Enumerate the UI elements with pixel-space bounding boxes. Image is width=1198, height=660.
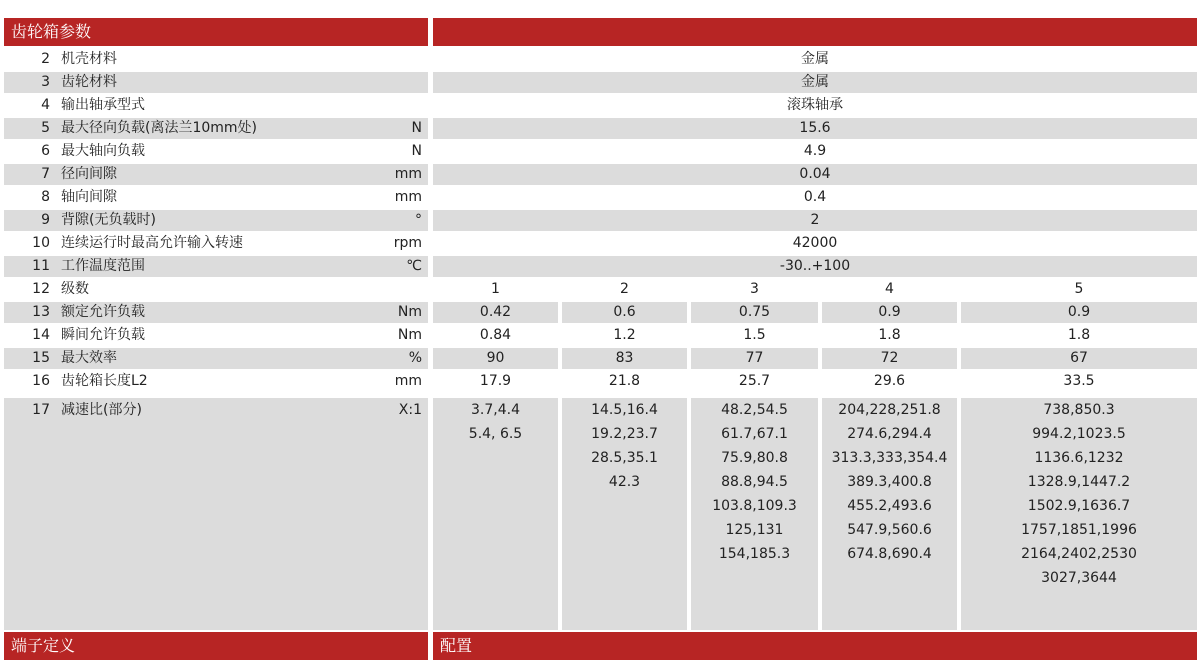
row-label	[4, 118, 428, 139]
row-number: 3	[41, 74, 50, 90]
stage-row	[0, 347, 1198, 370]
stage-value-2: 0.6	[562, 302, 687, 323]
ratio-value: 1328.9,1447.2	[1027, 474, 1131, 490]
ratio-column-2	[562, 398, 687, 630]
ratio-list	[433, 398, 558, 446]
param-unit: rpm	[393, 235, 422, 251]
ratio-value: 674.8,690.4	[847, 546, 932, 562]
stage-value-1: 17.9	[479, 373, 512, 389]
stage-value-2: 1.2	[613, 327, 636, 343]
row-number: 12	[32, 281, 50, 297]
ratio-value: 3027,3644	[1041, 570, 1117, 586]
param-value: 0.04	[799, 166, 831, 182]
stage-value-1: 0.84	[479, 327, 512, 343]
row-number: 6	[41, 143, 50, 159]
param-name: 输出轴承型式	[61, 97, 145, 113]
ratio-value: 5.4, 6.5	[468, 426, 523, 442]
stage-value-5: 5	[1074, 281, 1084, 297]
param-value-cell	[433, 210, 1197, 231]
row-label	[4, 371, 428, 392]
param-unit: mm	[394, 166, 422, 182]
ratio-value: 3.7,4.4	[471, 402, 520, 418]
row-label	[4, 279, 428, 300]
row-number: 7	[41, 166, 50, 182]
param-unit: N	[411, 120, 422, 136]
stage-row	[0, 301, 1198, 324]
param-name: 径向间隙	[61, 166, 117, 182]
row-label	[4, 164, 428, 185]
param-value: 2	[810, 212, 820, 228]
param-name: 连续运行时最高允许输入转速	[61, 235, 243, 251]
ratio-column-4	[822, 398, 957, 630]
param-name: 机壳材料	[61, 51, 117, 67]
param-unit: %	[408, 350, 422, 366]
ratio-list	[822, 398, 957, 566]
ratio-value: 994.2,1023.5	[1032, 426, 1126, 442]
row-number: 16	[32, 373, 50, 389]
param-name: 瞬间允许负载	[61, 327, 145, 343]
param-unit: Nm	[397, 304, 422, 320]
ratio-value: 274.6,294.4	[847, 426, 932, 442]
stage-value-3: 25.7	[738, 373, 771, 389]
ratio-value: 48.2,54.5	[721, 402, 788, 418]
param-row	[0, 94, 1198, 117]
stage-value-4: 72	[822, 348, 957, 369]
ratio-column-5	[961, 398, 1197, 630]
param-row	[0, 71, 1198, 94]
param-value: 金属	[801, 51, 829, 67]
row-number: 13	[32, 304, 50, 320]
ratio-list	[691, 398, 818, 566]
row-number: 17	[32, 402, 50, 418]
row-label	[4, 348, 428, 369]
stage-value-2: 21.8	[608, 373, 641, 389]
stage-value-3: 77	[691, 348, 818, 369]
stage-value-1: 90	[433, 348, 558, 369]
ratio-value: 19.2,23.7	[591, 426, 658, 442]
stage-value-5: 33.5	[1063, 373, 1095, 389]
stage-value-2: 2	[620, 281, 629, 297]
param-value-cell	[433, 95, 1197, 116]
ratio-value: 1502.9,1636.7	[1027, 498, 1131, 514]
ratio-value: 389.3,400.8	[847, 474, 932, 490]
row-label	[4, 302, 428, 323]
param-row	[0, 140, 1198, 163]
param-value-cell	[433, 187, 1197, 208]
param-value: -30..+100	[779, 258, 851, 274]
row-label	[4, 49, 428, 70]
param-name: 齿轮箱长度L2	[61, 373, 148, 389]
row-label	[4, 325, 428, 346]
param-name: 最大效率	[61, 350, 117, 366]
row-number: 9	[41, 212, 50, 228]
param-unit: mm	[394, 373, 422, 389]
ratio-value: 103.8,109.3	[712, 498, 797, 514]
param-value-cell	[433, 49, 1197, 70]
row-label	[4, 187, 428, 208]
ratio-value: 154,185.3	[718, 546, 791, 562]
ratio-value: 75.9,80.8	[721, 450, 788, 466]
row-number: 4	[41, 97, 50, 113]
ratio-value: 88.8,94.5	[721, 474, 788, 490]
ratio-list	[562, 398, 687, 494]
row-number: 14	[32, 327, 50, 343]
param-name: 工作温度范围	[61, 258, 145, 274]
stage-value-4: 0.9	[822, 302, 957, 323]
stage-value-5: 67	[961, 348, 1197, 369]
param-value: 15.6	[799, 120, 831, 136]
ratio-value: 313.3,333,354.4	[831, 450, 948, 466]
param-name: 背隙(无负载时)	[61, 212, 156, 228]
param-name: 齿轮材料	[61, 74, 117, 90]
ratio-value: 28.5,35.1	[591, 450, 658, 466]
param-value-cell	[433, 72, 1197, 93]
ratio-value: 42.3	[608, 474, 641, 490]
ratio-value: 2164,2402,2530	[1021, 546, 1137, 562]
row-label	[4, 95, 428, 116]
param-row	[0, 117, 1198, 140]
ratio-value: 1757,1851,1996	[1021, 522, 1137, 538]
config-header: 配置	[433, 632, 1197, 660]
param-value: 金属	[801, 74, 829, 90]
param-name: 最大轴向负载	[61, 143, 145, 159]
row-label	[4, 72, 428, 93]
param-value: 0.4	[803, 189, 827, 205]
params-header: 齿轮箱参数	[4, 18, 428, 46]
stage-row	[0, 278, 1198, 301]
stage-value-3: 0.75	[691, 302, 818, 323]
param-row	[0, 232, 1198, 255]
param-row	[0, 186, 1198, 209]
row-label	[4, 141, 428, 162]
stage-value-1: 0.42	[433, 302, 558, 323]
ratio-value: 738,850.3	[1043, 402, 1115, 418]
param-unit: Nm	[397, 327, 422, 343]
ratio-value: 1136.6,1232	[1034, 450, 1124, 466]
stage-value-5: 0.9	[961, 302, 1197, 323]
param-row	[0, 255, 1198, 278]
terminal-header: 端子定义	[4, 632, 428, 660]
param-unit: ℃	[406, 258, 422, 274]
row-number: 11	[32, 258, 50, 274]
param-value: 42000	[792, 235, 838, 251]
ratio-value: 125,131	[725, 522, 784, 538]
param-unit: mm	[394, 189, 422, 205]
stage-value-2: 83	[562, 348, 687, 369]
row-number: 5	[41, 120, 50, 136]
row-label	[4, 256, 428, 277]
row-number: 10	[32, 235, 50, 251]
stage-value-3: 3	[750, 281, 759, 297]
ratio-list	[961, 398, 1197, 590]
stage-row	[0, 324, 1198, 347]
ratio-column-3	[691, 398, 818, 630]
ratio-value: 14.5,16.4	[591, 402, 658, 418]
param-row	[0, 163, 1198, 186]
param-unit: X:1	[398, 402, 422, 418]
row-number: 8	[41, 189, 50, 205]
stage-value-4: 4	[885, 281, 894, 297]
stage-value-4: 1.8	[878, 327, 901, 343]
stage-value-4: 29.6	[873, 373, 906, 389]
param-name: 最大径向负载(离法兰10mm处)	[61, 120, 258, 136]
param-unit: N	[411, 143, 422, 159]
param-name: 额定允许负载	[61, 304, 145, 320]
ratio-label-cell	[4, 398, 428, 630]
param-row	[0, 209, 1198, 232]
ratio-column-1	[433, 398, 558, 630]
stage-value-3: 1.5	[743, 327, 766, 343]
param-value-cell	[433, 164, 1197, 185]
row-number: 15	[32, 350, 50, 366]
stage-value-5: 1.8	[1067, 327, 1091, 343]
param-row	[0, 48, 1198, 71]
param-value: 滚珠轴承	[787, 97, 843, 113]
ratio-value: 455.2,493.6	[847, 498, 932, 514]
ratio-value: 204,228,251.8	[838, 402, 941, 418]
param-unit: °	[415, 212, 422, 228]
param-value-cell	[433, 141, 1197, 162]
ratio-value: 61.7,67.1	[721, 426, 788, 442]
row-label	[4, 233, 428, 254]
stage-row	[0, 370, 1198, 393]
row-label	[4, 210, 428, 231]
row-number: 2	[41, 51, 50, 67]
param-value-cell	[433, 118, 1197, 139]
param-name: 轴向间隙	[61, 189, 117, 205]
param-name: 级数	[61, 281, 89, 297]
param-value-cell	[433, 256, 1197, 277]
param-value: 4.9	[803, 143, 827, 159]
param-value-cell	[433, 233, 1197, 254]
param-name: 减速比(部分)	[61, 402, 142, 418]
ratio-value: 547.9,560.6	[847, 522, 932, 538]
stage-value-1: 1	[491, 281, 500, 297]
params-header-value-bar	[433, 18, 1197, 46]
